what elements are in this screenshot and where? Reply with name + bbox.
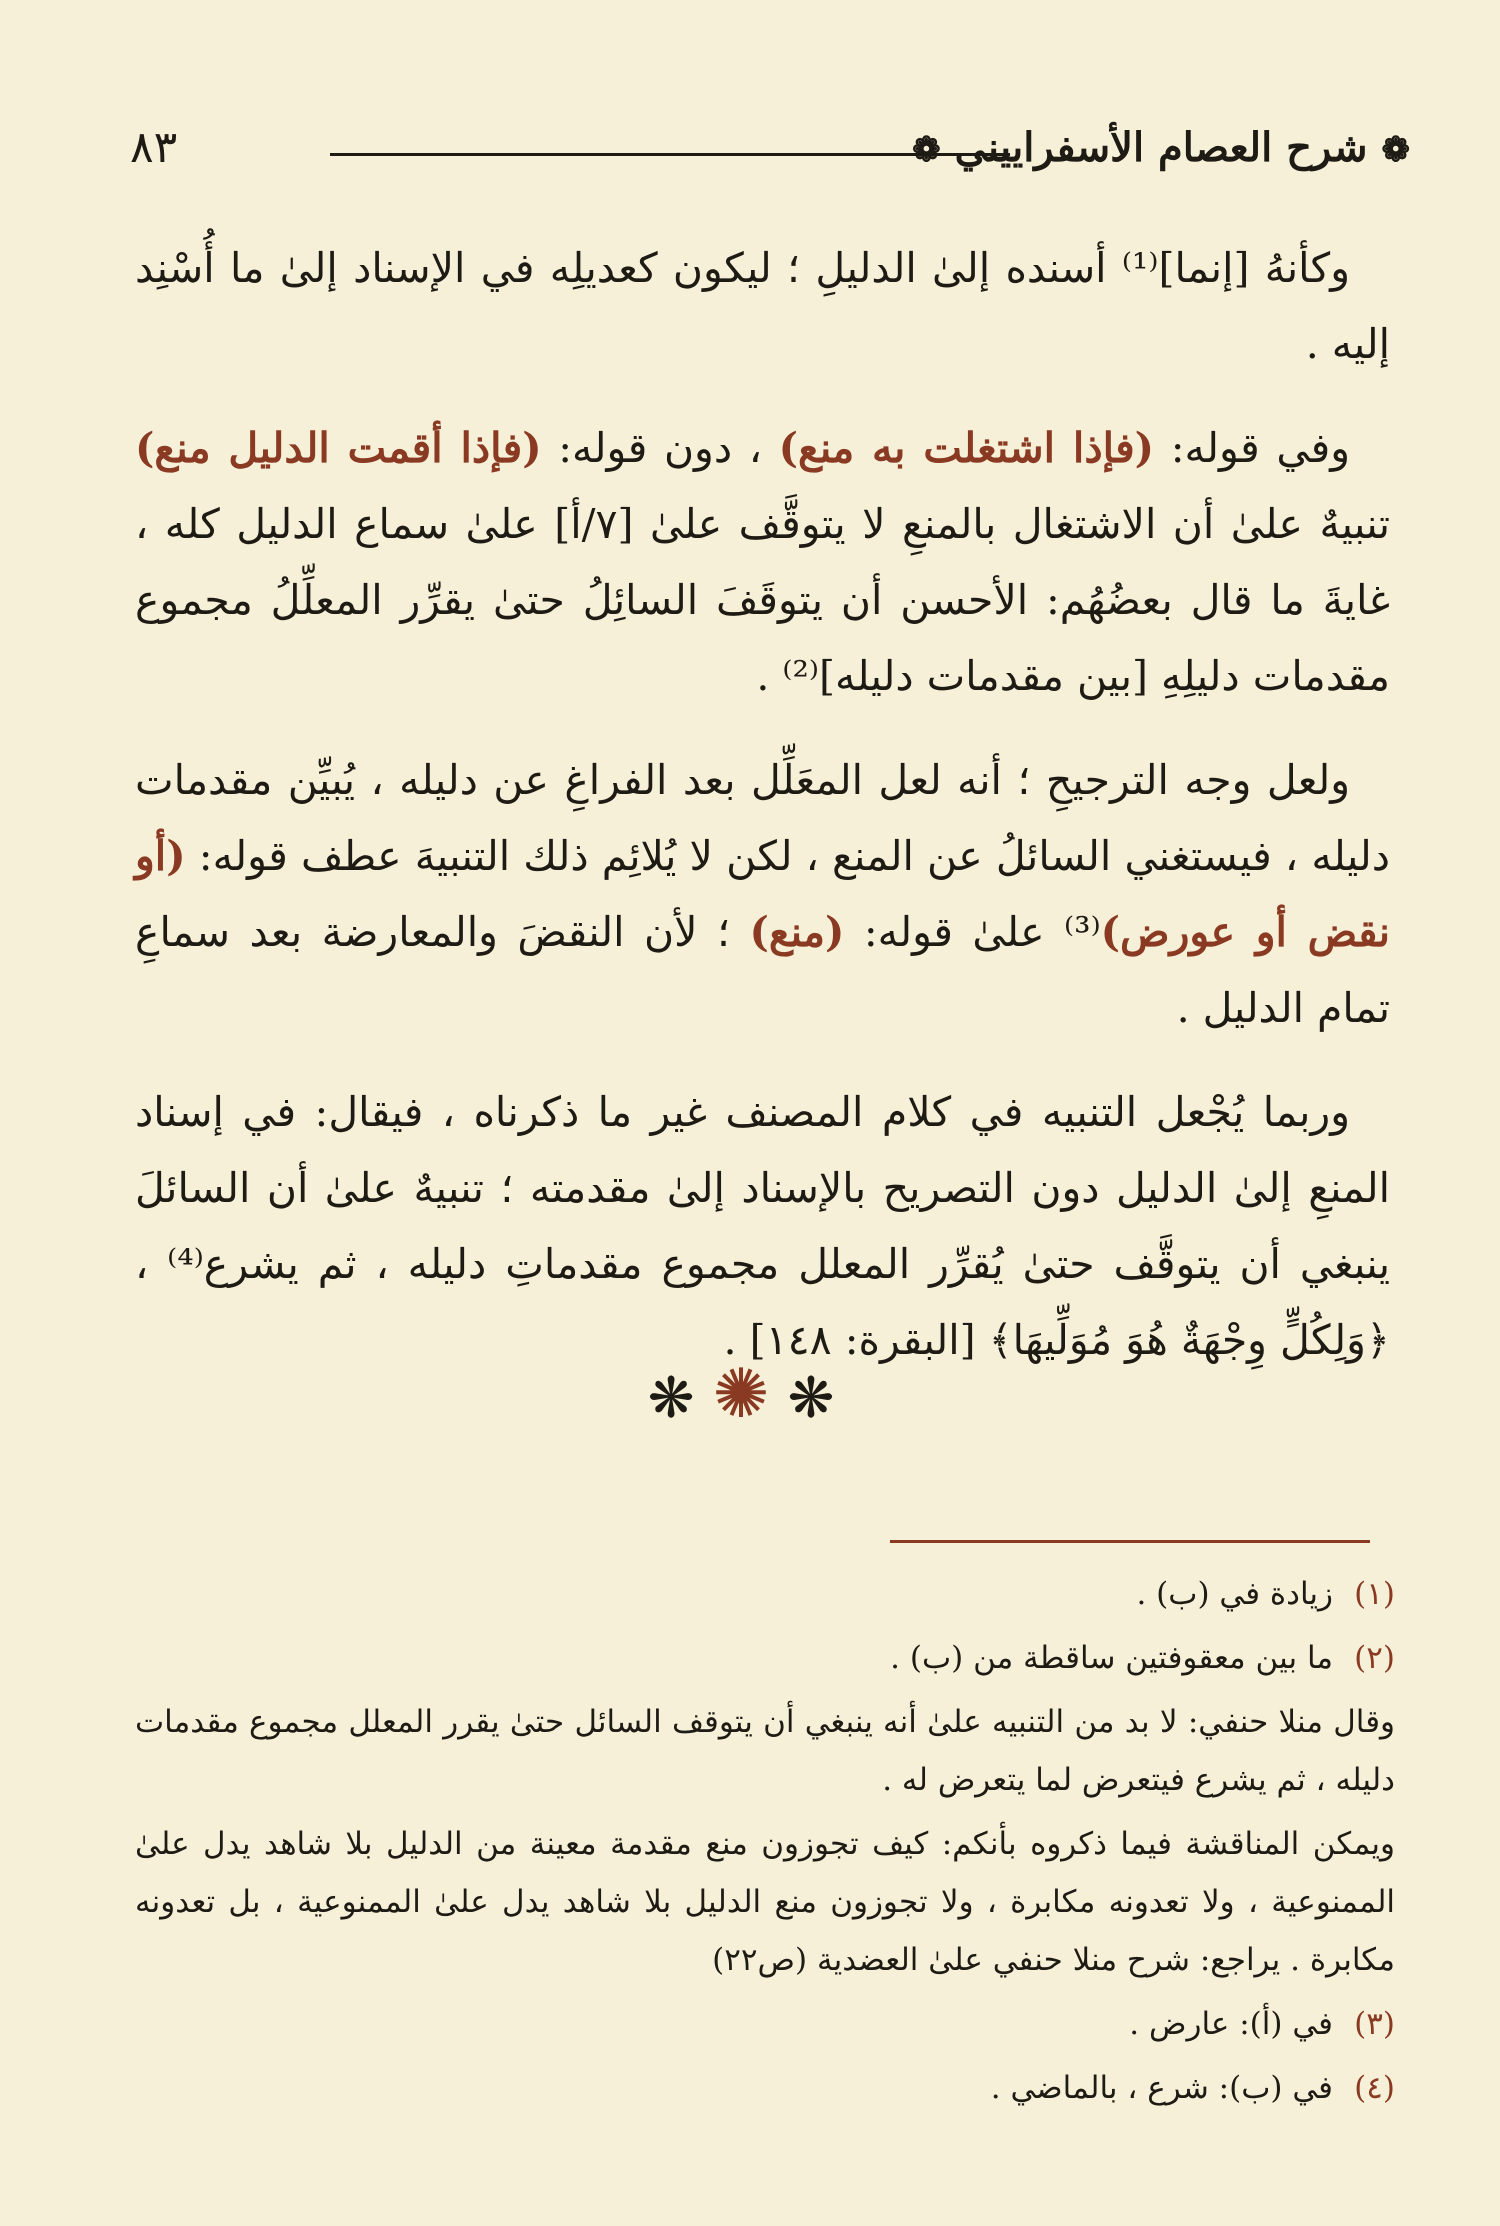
footnote-3 xyxy=(135,1995,1395,2053)
ornament-icon: ❁ xyxy=(1381,130,1410,170)
page-header xyxy=(120,118,1410,188)
running-title xyxy=(912,118,1410,180)
ornament-icon: ❁ xyxy=(912,130,941,170)
running-title-text: شرح العصام الأسفراييني xyxy=(954,124,1368,171)
paragraph-4: وربما يُجْعل التنبيه في كلام المصنف غير ما ذكرناه ، فيقال: في إسناد المنعِ إلىٰ الدليل دون التصريح بالإسناد إلىٰ مقدمته ؛ تنبيهٌ علىٰ أن السائلَ ينبغي أن يتوقَّف حتىٰ يُقرِّر المعلل مجموع مقدماتِ دليله ، ثم يشرع⁽⁴⁾ ، ﴿وَلِكُلٍّ وِجْهَةٌ هُوَ مُوَلِّيهَا﴾ [البقرة: ١٤٨] . xyxy=(135,1088,1390,1364)
section-divider xyxy=(0,1355,1500,1434)
footnote-number: (٤) xyxy=(1354,2070,1395,2106)
ornament-icon: ❋ xyxy=(647,1366,713,1431)
ornament-icon: ✺ xyxy=(712,1355,788,1434)
text-run: ⁽³⁾ علىٰ قوله: xyxy=(844,908,1101,956)
quoted-matn: (فإذا اشتغلت به منع) xyxy=(778,424,1155,472)
paragraph-2 xyxy=(135,410,1390,714)
text-run: ؛ لأن النقضَ والمعارضة بعد سماعِ تمام الدليل . xyxy=(135,908,1390,1032)
footnote-2-continuation: وقال منلا حنفي: لا بد من التنبيه علىٰ أنه ينبغي أن يتوقف السائل حتىٰ يقرر المعلل مجموع مقدمات دليله ، ثم يشرع فيتعرض لما يتعرض له . xyxy=(135,1704,1395,1798)
footnotes xyxy=(135,1565,1395,2123)
footnote-2 xyxy=(135,1629,1395,1687)
ornament-icon: ❋ xyxy=(787,1366,853,1431)
text-run: ، دون قوله: xyxy=(541,424,779,472)
quoted-matn: (أو نقض أو عورض) xyxy=(135,832,1391,956)
footnote-text: في (أ): عارض . xyxy=(1129,2006,1333,2042)
footnote-number: (٣) xyxy=(1354,2006,1395,2042)
quoted-matn: (منع) xyxy=(749,908,845,956)
paragraph-3 xyxy=(135,742,1390,1046)
footnote-1 xyxy=(135,1565,1395,1623)
text-run: تنبيهٌ علىٰ أن الاشتغال بالمنعِ لا يتوقَّف علىٰ [٧/أ] علىٰ سماع الدليل كله ، غايةَ ما قال بعضُهُم: الأحسن أن يتوقَفَ السائِلُ حتىٰ يقرِّر المعلِّلُ مجموع مقدمات دليلِهِ [بين مقدمات دليله]⁽²⁾ . xyxy=(135,500,1390,700)
header-rule xyxy=(330,153,1010,156)
footnote-text: ما بين معقوفتين ساقطة من (ب) . xyxy=(890,1640,1333,1676)
text-run: وفي قوله: xyxy=(1154,424,1350,472)
paragraph-1: وكأنهُ [إنما]⁽¹⁾ أسنده إلىٰ الدليلِ ؛ ليكون كعديلِه في الإسناد إلىٰ ما أُسْنِد إليه . xyxy=(135,244,1390,368)
footnote-2-continuation: ويمكن المناقشة فيما ذكروه بأنكم: كيف تجوزون منع مقدمة معينة من الدليل بلا شاهد يدل علىٰ الممنوعية ، ولا تعدونه مكابرة ، ولا تجوزون منع الدليل بلا شاهد يدل علىٰ الممنوعية ، بل تعدونه مكابرة . يراجع: شرح منلا حنفي علىٰ العضدية (ص٢٢) xyxy=(135,1826,1395,1978)
quoted-matn: (فإذا أقمت الدليل منع) xyxy=(135,424,542,472)
text-run: ولعل وجه الترجيحِ ؛ أنه لعل المعَلِّل بعد الفراغِ عن دليله ، يُبيِّن مقدمات دليله ، فيستغني السائلُ عن المنع ، لكن لا يُلائِم ذلك التنبيهَ عطف قوله: xyxy=(135,756,1390,880)
footnote-number: (٢) xyxy=(1354,1640,1395,1676)
page-number: ٨٣ xyxy=(130,122,178,173)
footnote-rule xyxy=(890,1540,1370,1543)
main-text xyxy=(135,230,1390,1406)
footnote-number: (١) xyxy=(1354,1576,1395,1612)
footnote-text: في (ب): شرع ، بالماضي . xyxy=(990,2070,1333,2106)
footnote-text: زيادة في (ب) . xyxy=(1136,1576,1333,1612)
footnote-4 xyxy=(135,2059,1395,2117)
